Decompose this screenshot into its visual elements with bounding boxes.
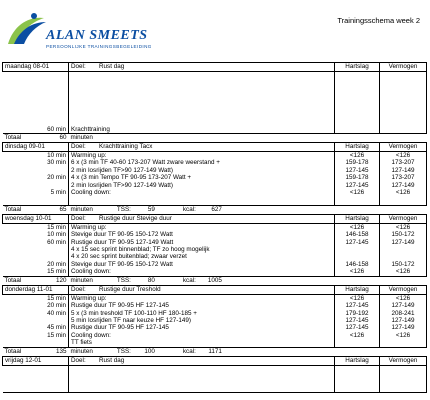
- description-cell: Rustige duur TF 90-95 127-149 Watt: [69, 239, 335, 246]
- duration-cell: [3, 90, 69, 99]
- heart-rate-cell: 159-178: [335, 159, 380, 166]
- description-cell: Krachttraining: [69, 126, 335, 134]
- goal-cell: [69, 63, 335, 72]
- duration-cell: 5 min: [3, 189, 69, 196]
- totals-detail: [69, 133, 335, 142]
- heart-rate-cell: 159-178: [335, 174, 380, 181]
- description-cell: [69, 90, 335, 99]
- schedule-row: [3, 317, 427, 324]
- heart-rate-cell: 146-158: [335, 261, 380, 268]
- kcal-label: kcal:: [182, 205, 196, 213]
- heart-rate-cell: 127-145: [335, 302, 380, 309]
- power-cell: [380, 374, 427, 383]
- duration-cell: [3, 365, 69, 374]
- power-cell: [380, 117, 427, 126]
- kcal-value: 1005: [207, 276, 222, 284]
- power-cell: 173-207: [380, 174, 427, 181]
- totals-row: [3, 205, 427, 214]
- tss-label: TSS:: [116, 205, 131, 213]
- duration-cell: 10 min: [3, 151, 69, 159]
- description-cell: 4 x 20 sec sprint buitenblad; zwaar verzet: [69, 253, 335, 260]
- heart-rate-cell: [335, 339, 380, 347]
- power-cell: [380, 246, 427, 253]
- heart-rate-cell: <126: [335, 189, 380, 196]
- totals-minutes: 135: [55, 347, 67, 355]
- schedule-row: [3, 126, 427, 134]
- power-cell: [380, 339, 427, 347]
- heart-rate-cell: [335, 117, 380, 126]
- power-cell: 127-149: [380, 167, 427, 174]
- vermogen-header: Vermogen: [380, 214, 427, 223]
- schedule-row: [3, 374, 427, 383]
- goal-value: Krachttraining Tacx: [99, 142, 153, 150]
- heart-rate-cell: [335, 90, 380, 99]
- schedule-row: [3, 151, 427, 159]
- kcal-value: 627: [211, 205, 222, 213]
- totals-row: [3, 347, 427, 356]
- description-cell: 4 x 15 sec sprint binnenblad; TF zo hoog mogelijk: [69, 246, 335, 253]
- schedule-row: [3, 117, 427, 126]
- heart-rate-cell: [335, 253, 380, 260]
- duration-cell: 10 min: [3, 231, 69, 238]
- schedule-row: [3, 261, 427, 268]
- tss-label: TSS:: [116, 347, 131, 355]
- hartslag-header: Hartslag: [335, 63, 380, 72]
- description-cell: Cooling down:: [69, 268, 335, 276]
- power-cell: <126: [380, 223, 427, 231]
- goal-label: Doel:: [71, 285, 86, 293]
- goal-label: Doel:: [71, 214, 86, 222]
- duration-cell: 15 min: [3, 332, 69, 339]
- heart-rate-cell: 127-145: [335, 167, 380, 174]
- schedule-row: [3, 81, 427, 90]
- description-cell: Cooling down:: [69, 332, 335, 339]
- heart-rate-cell: [335, 246, 380, 253]
- schedule-row: [3, 223, 427, 231]
- power-cell: [380, 99, 427, 108]
- heart-rate-cell: <126: [335, 332, 380, 339]
- duration-cell: 30 min: [3, 159, 69, 166]
- schedule-row: [3, 159, 427, 166]
- power-cell: <126: [380, 189, 427, 196]
- heart-rate-cell: <126: [335, 268, 380, 276]
- minutes-label: minuten: [70, 276, 93, 284]
- schedule-row: [3, 167, 427, 174]
- duration-cell: [3, 246, 69, 253]
- power-cell: 127-149: [380, 324, 427, 331]
- power-cell: [380, 196, 427, 205]
- tss-value: 80: [147, 276, 155, 284]
- kcal-label: kcal:: [182, 347, 196, 355]
- schedule-row: [3, 99, 427, 108]
- heart-rate-cell: [335, 196, 380, 205]
- description-cell: Warming up:: [69, 223, 335, 231]
- description-cell: Warming up:: [69, 151, 335, 159]
- totals-detail: [69, 276, 335, 285]
- tss-label: TSS:: [116, 276, 131, 284]
- heart-rate-cell: 179-192: [335, 310, 380, 317]
- duration-cell: 60 min: [3, 239, 69, 246]
- description-cell: Stevige duur TF 90-95 150-172 Watt: [69, 231, 335, 238]
- hartslag-header: Hartslag: [335, 142, 380, 151]
- power-cell: [380, 383, 427, 392]
- description-cell: 5 min losrijden TF naar keuze HF 127-149): [69, 317, 335, 324]
- goal-value: Rustige duur Treshold: [99, 285, 161, 293]
- power-cell: <126: [380, 268, 427, 276]
- description-cell: [69, 365, 335, 374]
- document-title: Trainingsschema week 2: [337, 16, 420, 25]
- vermogen-header: Vermogen: [380, 356, 427, 365]
- totals-minutes: 120: [55, 276, 67, 284]
- day-header-row: [3, 142, 427, 151]
- day-label: woensdag 10-01: [3, 214, 69, 223]
- tss-value: 100: [144, 347, 155, 355]
- power-cell: [380, 90, 427, 99]
- minutes-label: minuten: [70, 347, 93, 355]
- power-cell: 127-149: [380, 317, 427, 324]
- day-label: donderdag 11-01: [3, 285, 69, 294]
- description-cell: Rustige duur TF 90-95 HF 127-145: [69, 302, 335, 309]
- description-cell: [69, 383, 335, 392]
- totals-detail: [69, 205, 335, 214]
- goal-value: Rust dag: [99, 63, 125, 70]
- brand-tagline: PERSOONLIJKE TRAININGSBEGELEIDING: [46, 44, 152, 49]
- heart-rate-cell: <126: [335, 151, 380, 159]
- power-cell: [380, 253, 427, 260]
- schedule-table: [2, 62, 427, 393]
- schedule-row: [3, 182, 427, 189]
- power-cell: [380, 108, 427, 117]
- totals-label: Totaal 60: [4, 133, 67, 141]
- duration-cell: [3, 72, 69, 81]
- totals-minutes: 60: [59, 133, 67, 141]
- day-header-row: [3, 285, 427, 294]
- cyclist-logo-icon: [4, 10, 48, 50]
- heart-rate-cell: 127-145: [335, 324, 380, 331]
- totals-detail: [69, 347, 335, 356]
- description-cell: 5 x (3 min treshold TF 100-110 HF 180-185 +: [69, 310, 335, 317]
- day-header-row: [3, 63, 427, 72]
- heart-rate-cell: <126: [335, 223, 380, 231]
- schedule-row: [3, 189, 427, 196]
- schedule-row: [3, 174, 427, 181]
- duration-cell: 20 min: [3, 174, 69, 181]
- duration-cell: [3, 196, 69, 205]
- description-cell: 6 x (3 min TF 40-60 173-207 Watt zware weerstand +: [69, 159, 335, 166]
- duration-cell: [3, 167, 69, 174]
- schedule-row: [3, 383, 427, 392]
- duration-cell: 20 min: [3, 261, 69, 268]
- power-cell: [380, 81, 427, 90]
- schedule-row: [3, 268, 427, 276]
- goal-label: Doel:: [71, 63, 86, 70]
- schedule-row: [3, 196, 427, 205]
- description-cell: [69, 196, 335, 205]
- kcal-label: kcal:: [182, 276, 196, 284]
- hartslag-header: Hartslag: [335, 285, 380, 294]
- day-header-row: [3, 356, 427, 365]
- description-cell: 2 min losrijden TF>90 127-149 Watt): [69, 182, 335, 189]
- heart-rate-cell: 127-145: [335, 182, 380, 189]
- description-cell: Cooling down:: [69, 189, 335, 196]
- duration-cell: 60 min: [3, 126, 69, 134]
- goal-value: Rustige duur Stevige duur: [99, 214, 172, 222]
- power-cell: 127-149: [380, 239, 427, 246]
- totals-label: Totaal 120: [4, 276, 67, 284]
- goal-label: Doel:: [71, 142, 86, 150]
- goal-value: Rust dag: [99, 356, 125, 364]
- schedule-row: [3, 231, 427, 238]
- duration-cell: 15 min: [3, 223, 69, 231]
- totals-label: Totaal 65: [4, 205, 67, 213]
- schedule-row: [3, 294, 427, 302]
- kcal-value: 1171: [208, 347, 222, 355]
- description-cell: [69, 117, 335, 126]
- power-cell: 127-149: [380, 182, 427, 189]
- hartslag-header: Hartslag: [335, 356, 380, 365]
- vermogen-header: Vermogen: [380, 142, 427, 151]
- goal-cell: [69, 285, 335, 294]
- power-cell: <126: [380, 332, 427, 339]
- description-cell: Rustige duur TF 90-95 HF 127-145: [69, 324, 335, 331]
- duration-cell: 45 min: [3, 324, 69, 331]
- day-header-row: [3, 214, 427, 223]
- hartslag-header: Hartslag: [335, 214, 380, 223]
- duration-cell: 15 min: [3, 268, 69, 276]
- heart-rate-cell: [335, 99, 380, 108]
- description-cell: [69, 108, 335, 117]
- schedule-row: [3, 239, 427, 246]
- totals-row: [3, 133, 427, 142]
- description-cell: TT fiets: [69, 339, 335, 347]
- power-cell: [380, 126, 427, 134]
- duration-cell: [3, 383, 69, 392]
- heart-rate-cell: [335, 81, 380, 90]
- description-cell: [69, 72, 335, 81]
- duration-cell: 15 min: [3, 294, 69, 302]
- power-cell: <126: [380, 294, 427, 302]
- day-label: vrijdag 12-01: [3, 356, 69, 365]
- goal-cell: [69, 214, 335, 223]
- day-label: maandag 08-01: [3, 63, 69, 72]
- description-cell: Warming up:: [69, 294, 335, 302]
- duration-cell: [3, 339, 69, 347]
- totals-label: Totaal 135: [4, 347, 67, 355]
- brand-name: ALAN SMEETS: [46, 28, 148, 43]
- duration-cell: 40 min: [3, 310, 69, 317]
- schedule-row: [3, 246, 427, 253]
- goal-label: Doel:: [71, 356, 86, 364]
- power-cell: [380, 365, 427, 374]
- duration-cell: [3, 182, 69, 189]
- vermogen-header: Vermogen: [380, 63, 427, 72]
- power-cell: 127-149: [380, 302, 427, 309]
- heart-rate-cell: [335, 383, 380, 392]
- heart-rate-cell: [335, 126, 380, 134]
- power-cell: <126: [380, 151, 427, 159]
- totals-minutes: 65: [59, 205, 67, 213]
- day-label: dinsdag 09-01: [3, 142, 69, 151]
- duration-cell: [3, 117, 69, 126]
- schedule-row: [3, 332, 427, 339]
- vermogen-header: Vermogen: [380, 285, 427, 294]
- schedule-row: [3, 72, 427, 81]
- duration-cell: [3, 317, 69, 324]
- heart-rate-cell: <126: [335, 294, 380, 302]
- heart-rate-cell: [335, 108, 380, 117]
- heart-rate-cell: 146-158: [335, 231, 380, 238]
- duration-cell: [3, 253, 69, 260]
- schedule-row: [3, 108, 427, 117]
- heart-rate-cell: [335, 374, 380, 383]
- schedule-row: [3, 339, 427, 347]
- schedule-row: [3, 365, 427, 374]
- schedule-row: [3, 310, 427, 317]
- heart-rate-cell: [335, 72, 380, 81]
- power-cell: [380, 72, 427, 81]
- logo: [4, 10, 154, 56]
- duration-cell: [3, 81, 69, 90]
- totals-row: [3, 276, 427, 285]
- schedule-row: [3, 302, 427, 309]
- tss-value: 59: [147, 205, 155, 213]
- description-cell: [69, 374, 335, 383]
- schedule-row: [3, 324, 427, 331]
- minutes-label: minuten: [70, 205, 93, 213]
- heart-rate-cell: [335, 365, 380, 374]
- minutes-label: minuten: [70, 133, 93, 141]
- power-cell: 208-241: [380, 310, 427, 317]
- duration-cell: [3, 374, 69, 383]
- page-header: [0, 0, 430, 60]
- goal-cell: [69, 142, 335, 151]
- goal-cell: [69, 356, 335, 365]
- power-cell: 150-172: [380, 231, 427, 238]
- duration-cell: 20 min: [3, 302, 69, 309]
- schedule-row: [3, 90, 427, 99]
- description-cell: [69, 99, 335, 108]
- power-cell: 173-207: [380, 159, 427, 166]
- heart-rate-cell: 127-145: [335, 239, 380, 246]
- heart-rate-cell: 127-145: [335, 317, 380, 324]
- description-cell: 4 x (3 min Tempo TF 90-95 173-207 Watt +: [69, 174, 335, 181]
- power-cell: 150-172: [380, 261, 427, 268]
- duration-cell: [3, 99, 69, 108]
- duration-cell: [3, 108, 69, 117]
- schedule-row: [3, 253, 427, 260]
- description-cell: 2 min losrijden TF>90 127-149 Watt): [69, 167, 335, 174]
- description-cell: Stevige duur TF 90-95 150-172 Watt: [69, 261, 335, 268]
- description-cell: [69, 81, 335, 90]
